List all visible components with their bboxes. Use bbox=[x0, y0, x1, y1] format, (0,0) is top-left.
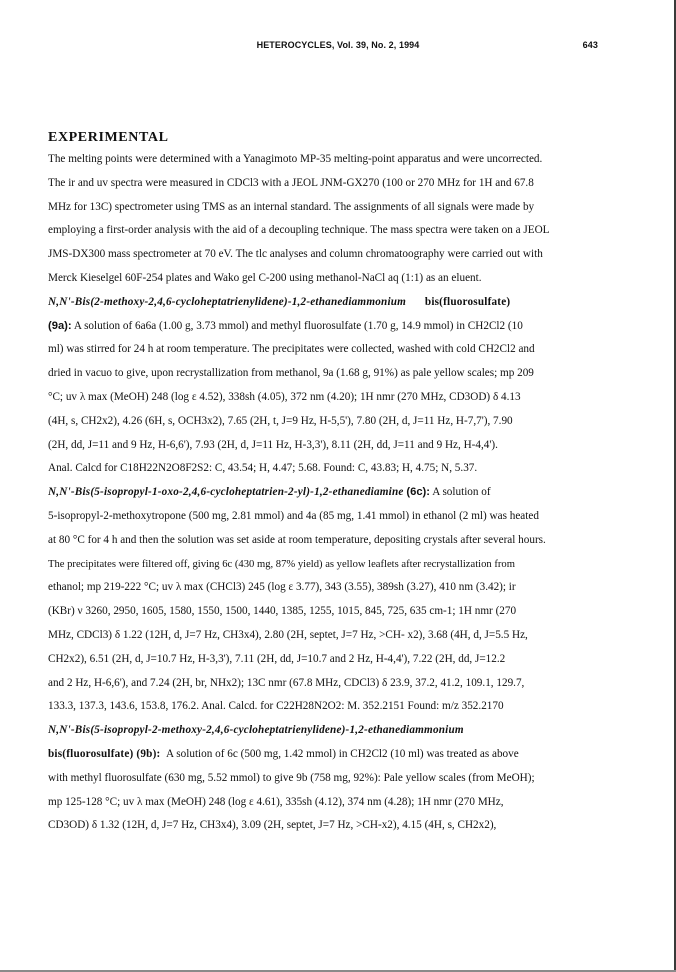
text-line: (KBr) ν 3260, 2950, 1605, 1580, 1550, 1500, 1440, 1385, 1255, 1015, 845, 725, 635 cm-1; 1H nmr (270 bbox=[48, 605, 517, 618]
text-line: dried in vacuo to give, upon recrystallization from methanol, 9a (1.68 g, 91%) as pale yellow scales; mp 209 bbox=[48, 367, 534, 380]
text-line: 133.3, 137.3, 143.6, 153.8, 176.2. Anal. Calcd. for C22H28N2O2: M. 352.2151 Found: m/z 352.2170 bbox=[48, 700, 504, 713]
text-line: The ir and uv spectra were measured in CDCl3 with a JEOL JNM-GX270 (100 or 270 MHz for 1H and 67.8 bbox=[48, 176, 534, 189]
compound-label: (6c): bbox=[406, 486, 430, 499]
compound-label: bis(fluorosulfate) (9b): bbox=[48, 747, 161, 760]
compound-heading bbox=[48, 719, 628, 743]
compound-name: N,N'-Bis(5-isopropyl-1-oxo-2,4,6-cycloheptatrien-2-yl)-1,2-ethanediamine bbox=[48, 486, 404, 499]
compound-heading bbox=[48, 481, 628, 505]
text-line: MHz for 13C) spectrometer using TMS as an internal standard. The assignments of all signals were made by bbox=[48, 200, 535, 213]
page-number: 643 bbox=[582, 40, 598, 50]
text-line: Merck Kieselgel 60F-254 plates and Wako gel C-200 using methanol-NaCl aq (1:1) as an eluent. bbox=[48, 271, 482, 284]
text-line: The precipitates were filtered off, giving 6c (430 mg, 87% yield) as yellow leaflets after recrystallization from bbox=[48, 558, 515, 570]
text-line: °C; uv λ max (MeOH) 248 (log ε 4.52), 338sh (4.05), 372 nm (4.20); 1H nmr (270 MHz, CD3OD) δ 4.13 bbox=[48, 390, 521, 403]
text-line: at 80 °C for 4 h and then the solution was set aside at room temperature, depositing crystals after several hours. bbox=[48, 533, 546, 546]
text-line: and 2 Hz, H-6,6'), and 7.24 (2H, br, NHx2); 13C nmr (67.8 MHz, CDCl3) δ 23.9, 37.2, 41.2, 109.1, 129.7, bbox=[48, 676, 525, 689]
intro-paragraph bbox=[48, 148, 628, 291]
text-line: (4H, s, CH2x2), 4.26 (6H, s, OCH3x2), 7.65 (2H, t, J=9 Hz, H-5,5'), 7.80 (2H, d, J=11 Hz, H-7,7'), 7.90 bbox=[48, 414, 513, 427]
text-line bbox=[48, 743, 628, 767]
text-line: JMS-DX300 mass spectrometer at 70 eV. The tlc analyses and column chromatoography were carried out with bbox=[48, 248, 543, 261]
section-title: EXPERIMENTAL bbox=[48, 130, 169, 145]
compound-label: (9a): bbox=[48, 319, 72, 332]
text-segment: A solution of bbox=[432, 486, 491, 499]
compound-name: N,N'-Bis(5-isopropyl-2-methoxy-2,4,6-cycloheptatrienylidene)-1,2-ethanediammonium bbox=[48, 724, 464, 737]
text-line: MHz, CDCl3) δ 1.22 (12H, d, J=7 Hz, CH3x4), 2.80 (2H, septet, J=7 Hz, >CH- x2), 3.68 (4H, d, J=5.5 Hz, bbox=[48, 628, 528, 641]
text-line bbox=[48, 315, 628, 339]
compound-9a-paragraph bbox=[48, 291, 628, 481]
text-line: Anal. Calcd for C18H22N2O8F2S2: C, 43.54; H, 4.47; 5.68. Found: C, 43.83; H, 4.75; N, 5.37. bbox=[48, 462, 478, 475]
text-line: (2H, dd, J=11 and 9 Hz, H-6,6'), 7.93 (2H, d, J=11 Hz, H-3,3'), 8.11 (2H, dd, J=11 and 9 Hz, H-4,4'). bbox=[48, 438, 498, 451]
text-line: The melting points were determined with a Yanagimoto MP-35 melting-point apparatus and were uncorrected. bbox=[48, 153, 543, 165]
compound-heading bbox=[48, 291, 628, 315]
compound-name: N,N'-Bis(2-methoxy-2,4,6-cycloheptatrienylidene)-1,2-ethanediammonium bbox=[48, 295, 407, 308]
page bbox=[48, 40, 628, 838]
text-line: mp 125-128 °C; uv λ max (MeOH) 248 (log ε 4.61), 335sh (4.12), 374 nm (4.28); 1H nmr (270 MHz, bbox=[48, 795, 504, 808]
text-line: CH2x2), 6.51 (2H, d, J=10.7 Hz, H-3,3'), 7.11 (2H, dd, J=10.7 and 2 Hz, H-4,4'), 7.22 (2H, dd, J=12.2 bbox=[48, 652, 506, 665]
text-line: ethanol; mp 219-222 °C; uv λ max (CHCl3) 245 (log ε 3.77), 343 (3.55), 389sh (3.27), 410 nm (3.42); ir bbox=[48, 581, 516, 594]
compound-name-suffix: bis(fluorosulfate) bbox=[424, 295, 511, 308]
text-line: employing a first-order analysis with the aid of a decoupling technique. The mass spectra were taken on a JEOL bbox=[48, 224, 550, 237]
text-line: ml) was stirred for 24 h at room temperature. The precipitates were collected, washed with cold CH2Cl2 and bbox=[48, 343, 535, 356]
text-line: CD3OD) δ 1.32 (12H, d, J=7 Hz, CH3x4), 3.09 (2H, septet, J=7 Hz, >CH-x2), 4.15 (4H, s, CH2x2), bbox=[48, 819, 497, 832]
compound-9b-paragraph bbox=[48, 719, 628, 838]
text-line: with methyl fluorosulfate (630 mg, 5.52 mmol) to give 9b (758 mg, 92%): Pale yellow scales (from MeOH); bbox=[48, 771, 535, 784]
journal-citation: HETEROCYCLES, Vol. 39, No. 2, 1994 bbox=[256, 40, 420, 50]
text-segment: A solution of 6c (500 mg, 1.42 mmol) in CH2Cl2 (10 ml) was treated as above bbox=[166, 747, 519, 760]
text-line: 5-isopropyl-2-methoxytropone (500 mg, 2.81 mmol) and 4a (85 mg, 1.41 mmol) in ethanol (2 ml) was heated bbox=[48, 509, 539, 522]
text-segment: A solution of 6a6a (1.00 g, 3.73 mmol) and methyl fluorosulfate (1.70 g, 14.9 mmol) in CH2Cl2 (10 bbox=[73, 319, 523, 332]
running-header bbox=[48, 40, 628, 54]
compound-6c-paragraph bbox=[48, 481, 628, 719]
